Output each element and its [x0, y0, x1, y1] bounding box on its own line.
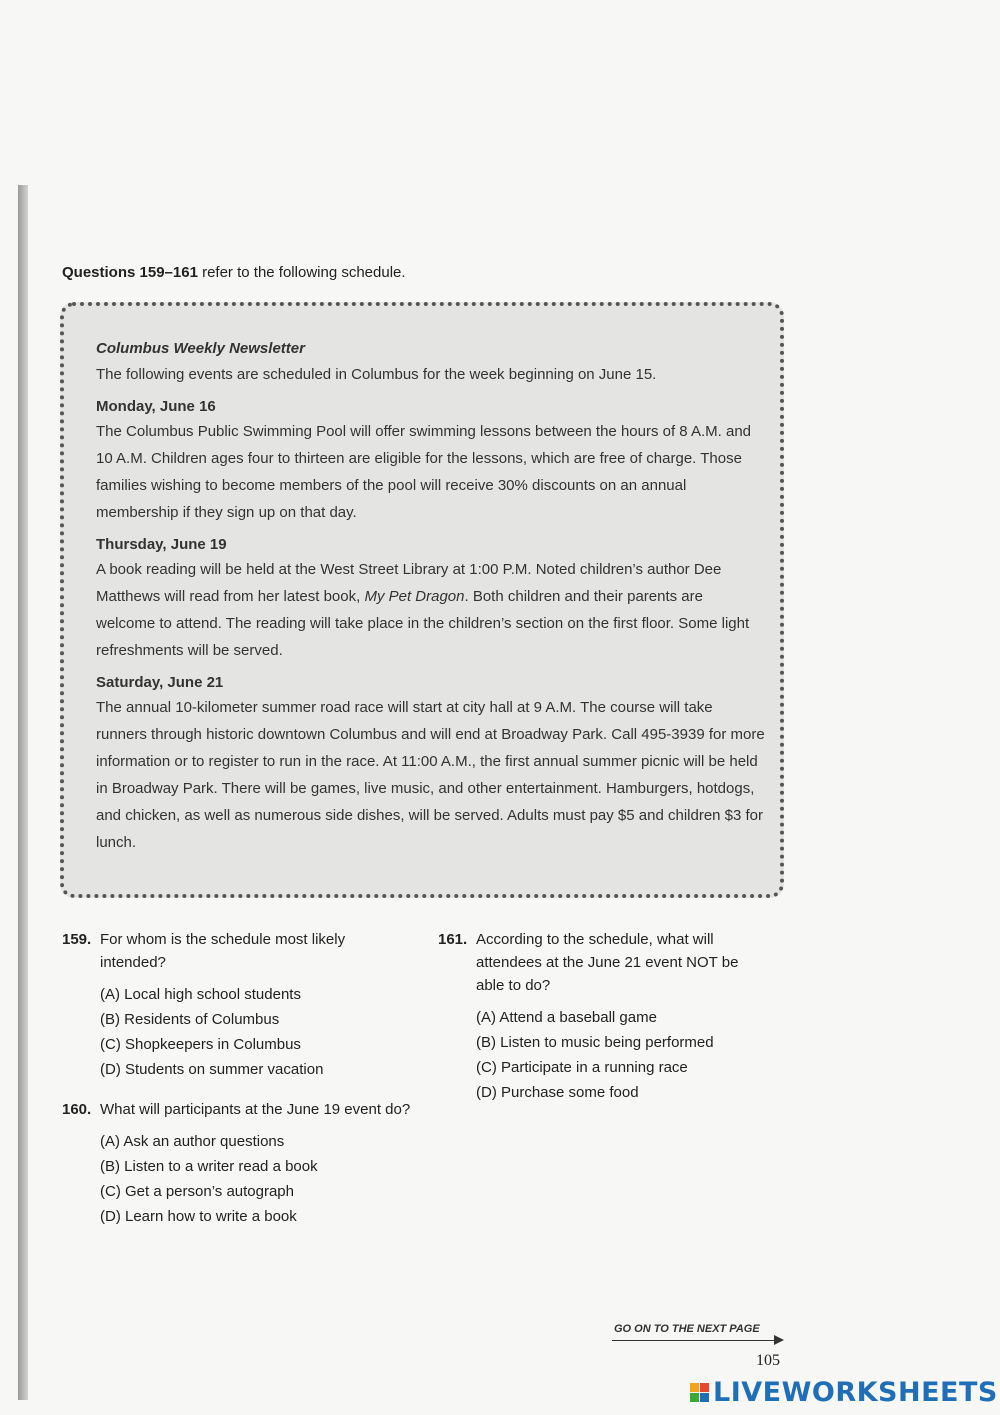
- newsletter-intro: The following events are scheduled in Columbus for the week beginning on June 15.: [96, 366, 657, 383]
- answer-option[interactable]: (B) Residents of Columbus: [100, 1011, 280, 1028]
- liveworksheets-logo[interactable]: [690, 1376, 998, 1408]
- event-text-thursday: [96, 556, 766, 664]
- logo-grid-icon: [690, 1383, 709, 1402]
- question-number: 161.: [438, 931, 468, 948]
- question-number: 159.: [62, 931, 92, 948]
- questions-intro: [62, 264, 406, 281]
- page-number: 105: [756, 1352, 780, 1369]
- question-159: [62, 928, 412, 974]
- answer-option[interactable]: (D) Learn how to write a book: [100, 1208, 297, 1225]
- event-day-monday: Monday, June 16: [96, 398, 216, 415]
- question-column-left: [62, 928, 412, 1229]
- page-edge-shadow: [18, 185, 28, 1400]
- answer-option[interactable]: (B) Listen to a writer read a book: [100, 1158, 318, 1175]
- question-text: According to the schedule, what will attendees at the June 21 event NOT be able to do?: [476, 931, 739, 994]
- answer-option[interactable]: (A) Local high school students: [100, 986, 301, 1003]
- answer-option[interactable]: (D) Students on summer vacation: [100, 1061, 324, 1078]
- event-day-saturday: Saturday, June 21: [96, 674, 224, 691]
- answer-options: [100, 982, 412, 1082]
- arrow-right-icon: [774, 1335, 784, 1345]
- event-text-thursday-a: A book reading will be held at the West Street Library at 1:00 P.M. Noted children’s author Dee Matthews will read from her latest book,: [96, 561, 722, 605]
- answer-option[interactable]: (C) Participate in a running race: [476, 1059, 688, 1076]
- event-day-thursday: Thursday, June 19: [96, 536, 227, 553]
- answer-option[interactable]: (C) Shopkeepers in Columbus: [100, 1036, 301, 1053]
- next-page-link[interactable]: GO ON TO THE NEXT PAGE: [614, 1323, 760, 1335]
- question-161: [438, 928, 768, 997]
- question-text: What will participants at the June 19 event do?: [100, 1101, 411, 1118]
- answer-option[interactable]: (C) Get a person’s autograph: [100, 1183, 294, 1200]
- next-page-underline: [612, 1340, 776, 1341]
- intro-rest: refer to the following schedule.: [197, 264, 406, 281]
- question-160: [62, 1098, 412, 1121]
- answer-options: [476, 1005, 768, 1105]
- event-text-saturday: The annual 10-kilometer summer road race will start at city hall at 9 A.M. The course will take runners through historic downtown Columbus and will end at Broadway Park. Call 495-3939 for more information or to register to run in the race. At 11:00 A.M., the first annual summer picnic will be held in Broadway Park. There will be games, live music, and other entertainment. Hamburgers, hotdogs, and chicken, as well as numerous side dishes, will be served. Adults must pay $5 and children $3 for lunch.: [96, 699, 765, 851]
- answer-option[interactable]: (A) Attend a baseball game: [476, 1009, 657, 1026]
- answer-option[interactable]: (B) Listen to music being performed: [476, 1034, 714, 1051]
- question-text: For whom is the schedule most likely intended?: [100, 931, 346, 971]
- answer-option[interactable]: (D) Purchase some food: [476, 1084, 639, 1101]
- newsletter-title: Columbus Weekly Newsletter: [96, 340, 305, 357]
- answer-options: [100, 1129, 412, 1229]
- event-text-thursday-b: . Both children and their parents are welcome to attend. The reading will take place in the children’s section on the first floor. Some light refreshments will be served.: [96, 588, 750, 659]
- questions-range: Questions 159–161: [62, 264, 198, 281]
- question-number: 160.: [62, 1101, 92, 1118]
- logo-text: LIVEWORKSHEETS: [713, 1376, 998, 1408]
- book-title: My Pet Dragon: [364, 588, 465, 605]
- answer-option[interactable]: (A) Ask an author questions: [100, 1133, 285, 1150]
- newsletter-box: [60, 302, 784, 898]
- question-column-right: [438, 928, 768, 1105]
- event-text-monday: The Columbus Public Swimming Pool will offer swimming lessons between the hours of 8 A.M. and 10 A.M. Children ages four to thirteen are eligible for the lessons, which are free of charge. Those families wishing to become members of the pool will receive 30% discounts on an annual membership if they sign up on that day.: [96, 423, 752, 521]
